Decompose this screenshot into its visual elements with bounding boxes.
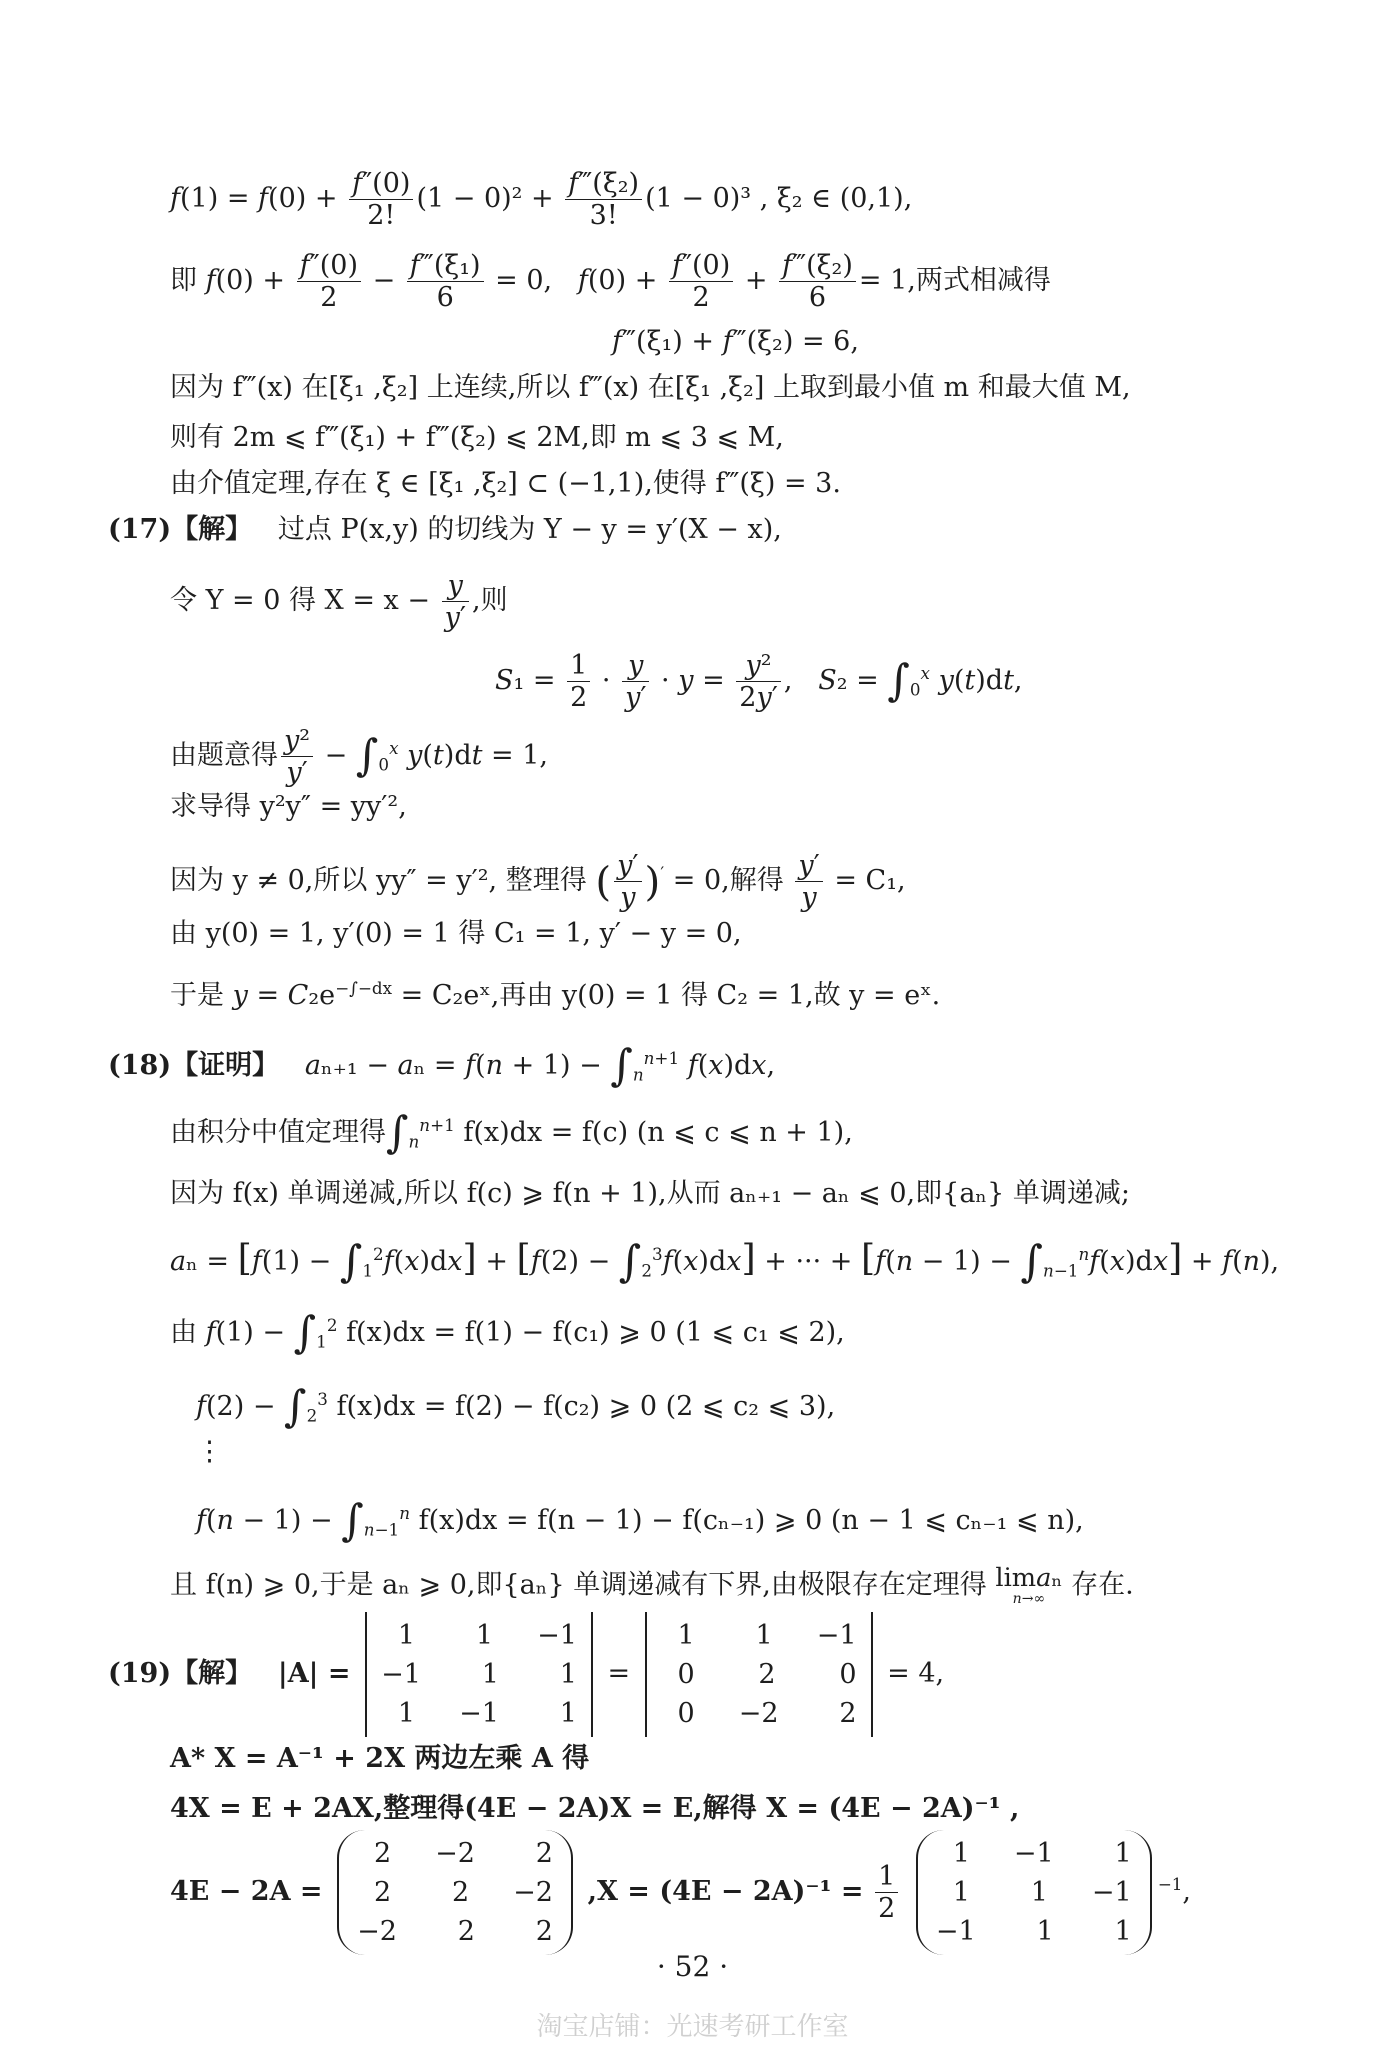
matrix-cell: 1 [475,1620,494,1651]
matrix-cell: 2 [457,1916,475,1948]
matrix-cell: −2 [513,1877,553,1909]
matrix-cell: 0 [677,1698,695,1730]
q16-sum-equation: f‴(ξ₁) + f‴(ξ₂) = 6, [612,326,859,357]
matrix-cell: −2 [435,1838,475,1869]
matrix-cell: 2 [373,1877,392,1909]
q17-label: (17)【解】 [108,514,253,545]
matrix-row [357,1912,553,1951]
q16-ivt-line: 由介值定理,存在 ξ ∈ [ξ₁ ,ξ₂] ⊂ (−1,1),使得 f‴(ξ) = 3. [170,468,841,499]
q19-line-3: 4X = E + 2AX,整理得(4E − 2A)X = E,解得 X = (4E − 2A)⁻¹ , [170,1793,1020,1824]
matrix-row [661,1616,857,1655]
q19-line-2: A* X = A⁻¹ + 2X 两边左乘 A 得 [170,1743,590,1774]
q17-area-formulas: S₁ = $\frac{1}{2}$ · $\frac{y}{y'}$ · y = $\frac{\text{y²}}{2y'}$ , $S_2 = \int_0^x$ y(t)dt, [495,650,1023,714]
matrix-cell: −1 [935,1916,976,1948]
matrix-cell: 1 [952,1838,970,1869]
q19-matrix-line: 4E − 2A = 2 −2 2 2 2 −2 −2 2 2 ,X = (4E − 2A)⁻¹ = $\frac{1}{2}$ 1 −1 1 1 1 −1 −1 1 1 $^{-1}$, [170,1830,1191,1955]
matrix-cell: 2 [451,1877,470,1909]
matrix-row [381,1694,577,1733]
q16-subtract-tail: = 1,两式相减得 [858,265,1051,297]
matrix-cell: 1 [397,1698,416,1730]
q18-line-3: 因为 f(x) 单调递减,所以 f(c) ⩾ f(n + 1),从而 aₙ₊₁ − aₙ ⩽ 0,即{aₙ} 单调递减; [170,1178,1130,1209]
matrix-cell: 0 [677,1659,695,1691]
q16-taylor-line: f(1) = f(0) + $\frac{f''(0)}{2!}$ (1 − 0)² + $\frac{\text{f‴(ξ₂)}}{3!}$ (1 − 0)³ , ξ₂ ∈ (0,1), [170,168,913,232]
q17-line-7: 由 y(0) = 1, y′(0) = 1 得 C₁ = 1, y′ − y = 0, [170,918,742,949]
matrix-cell: 1 [677,1620,695,1651]
watermark: 淘宝店铺：光速考研工作室 [536,2012,849,2042]
matrix-cell: −1 [816,1620,857,1651]
matrix-cell: 1 [755,1620,773,1651]
q18-line-7: $f(n - 1) - \int_{n-1}^n$ f(x)dx = f(n − 1) − f(cₙ₋₁) ⩾ 0 (n − 1 ⩽ cₙ₋₁ ⩽ n), [196,1496,1084,1546]
q18-line-5: 由 $f(1) - \int_1^2$ f(x)dx = f(1) − f(c₁) ⩾ 0 (1 ⩽ c₁ ⩽ 2), [170,1308,845,1358]
matrix-inverse-factor [916,1830,1152,1955]
q16-subtract-line: 即 f(0) + $\frac{f''(0)}{2}$ − $\frac{\text{f‴(ξ₁)}}{6}$ = 0, f(0) + $\frac{f''(0)}{2}$ + $\frac{\text{f‴(ξ₂)}}{6}$ = 1,两式相减得 [170,250,1051,314]
q18-line-6: $f(2) - \int_2^3$ f(x)dx = f(2) − f(c₂) ⩾ 0 (2 ⩽ c₂ ⩽ 3), [196,1382,836,1432]
matrix-cell: −1 [1013,1838,1054,1869]
matrix-cell: 1 [481,1659,499,1691]
matrix-cell: 2 [535,1916,553,1948]
matrix-cell: 1 [1036,1916,1054,1948]
matrix-row [357,1834,553,1873]
matrix-cell: 1 [1114,1916,1132,1948]
q18-line-8: 且 f(n) ⩾ 0,于是 aₙ ⩾ 0,即{aₙ} 单调递减有下界,由极限存在定理得 limaₙ n→∞ 存在. [170,1563,1134,1607]
q18-sum-expansion: $a_n = [f(1) - \int_1^2f(x)dx] + [f(2) - \int_2^3f(x)dx]$ + ··· + $[f(n - 1) - \int_{n-1}^nf(x)dx] + f(n)$, [170,1236,1280,1287]
matrix-cell: 1 [559,1698,577,1730]
limit-symbol: limaₙ n→∞ [995,1563,1063,1607]
matrix-row [661,1655,857,1694]
matrix-cell: −2 [357,1916,397,1948]
matrix-cell: −2 [738,1698,779,1730]
matrix-row [936,1912,1132,1951]
q18-label: (18)【证明】 [108,1050,280,1082]
matrix-cell: 2 [758,1659,776,1691]
q16-continuity-line: 因为 f‴(x) 在[ξ₁ ,ξ₂] 上连续,所以 f‴(x) 在[ξ₁ ,ξ₂] 上取到最小值 m 和最大值 M, [170,372,1131,403]
matrix-cell: 1 [397,1620,416,1651]
matrix-row [357,1873,553,1912]
matrix-row [936,1873,1132,1912]
matrix-row [661,1694,857,1733]
q17-line-2: 令 Y = 0 得 X = x − $\frac{y}{y'}$ ,则 [170,570,508,634]
matrix-cell: 1 [1114,1838,1132,1869]
matrix-cell: 1 [952,1877,970,1909]
matrix-cell: 0 [839,1659,857,1691]
determinant-reduced [645,1612,873,1737]
q17-line-4: 由题意得 $\frac{\text{y²}}{y'}$ − $\int_0^x$ y(t)dt = 1, [170,725,549,789]
matrix-cell: 2 [535,1838,553,1869]
matrix-cell: 1 [1030,1877,1048,1909]
q17-line-6: 因为 y ≠ 0,所以 yy″ = y′², 整理得 ( $\frac{y'}{y}$ )′ = 0,解得 $\frac{y'}{y}$ = C₁, [170,850,906,914]
matrix-row [381,1655,577,1694]
matrix-cell: 2 [839,1698,857,1730]
q19-label: (19)【解】 [108,1658,253,1690]
matrix-cell: −1 [459,1698,499,1730]
matrix-cell: −1 [381,1659,421,1691]
matrix-row [381,1616,577,1655]
q18-vertical-dots: ⋮ [196,1436,223,1467]
page-number: · 52 · [656,1950,729,1983]
matrix-row [936,1834,1132,1873]
q18-line-1: (18)【证明】 $a_{n+1} - a_n = f(n + 1) - \int_n^{n+1}$ f(x)dx, [108,1041,776,1091]
q17-line-1: (17)【解】 过点 P(x,y) 的切线为 Y − y = y′(X − x), [108,514,782,545]
q18-line-2: 由积分中值定理得$\int_n^{n+1}$ f(x)dx = f(c) (n ⩽ c ⩽ n + 1), [170,1108,853,1158]
q17-line-8: 于是 $y = C_2e^{-\int-dx}$ = C₂eˣ,再由 y(0) = 1 得 C₂ = 1,故 y = eˣ. [170,978,941,1011]
q17-line-5: 求导得 y²y″ = yy′², [170,791,407,822]
q19-determinant-line: (19)【解】 |A| = 1 1 −1 −1 1 1 1 −1 1 = 1 1 −1 0 2 0 0 −2 2 = 4, [108,1612,944,1737]
matrix-4E-minus-2A [337,1830,573,1955]
determinant-original [365,1612,593,1737]
q16-taylor-tail: (1 − 0)³ , ξ₂ ∈ (0,1), [645,183,913,215]
matrix-cell: 1 [559,1659,577,1691]
matrix-cell: 2 [373,1838,392,1869]
matrix-cell: −1 [1091,1877,1132,1909]
matrix-cell: −1 [537,1620,577,1651]
q16-bounds-line: 则有 2m ⩽ f‴(ξ₁) + f‴(ξ₂) ⩽ 2M,即 m ⩽ 3 ⩽ M, [170,422,784,453]
